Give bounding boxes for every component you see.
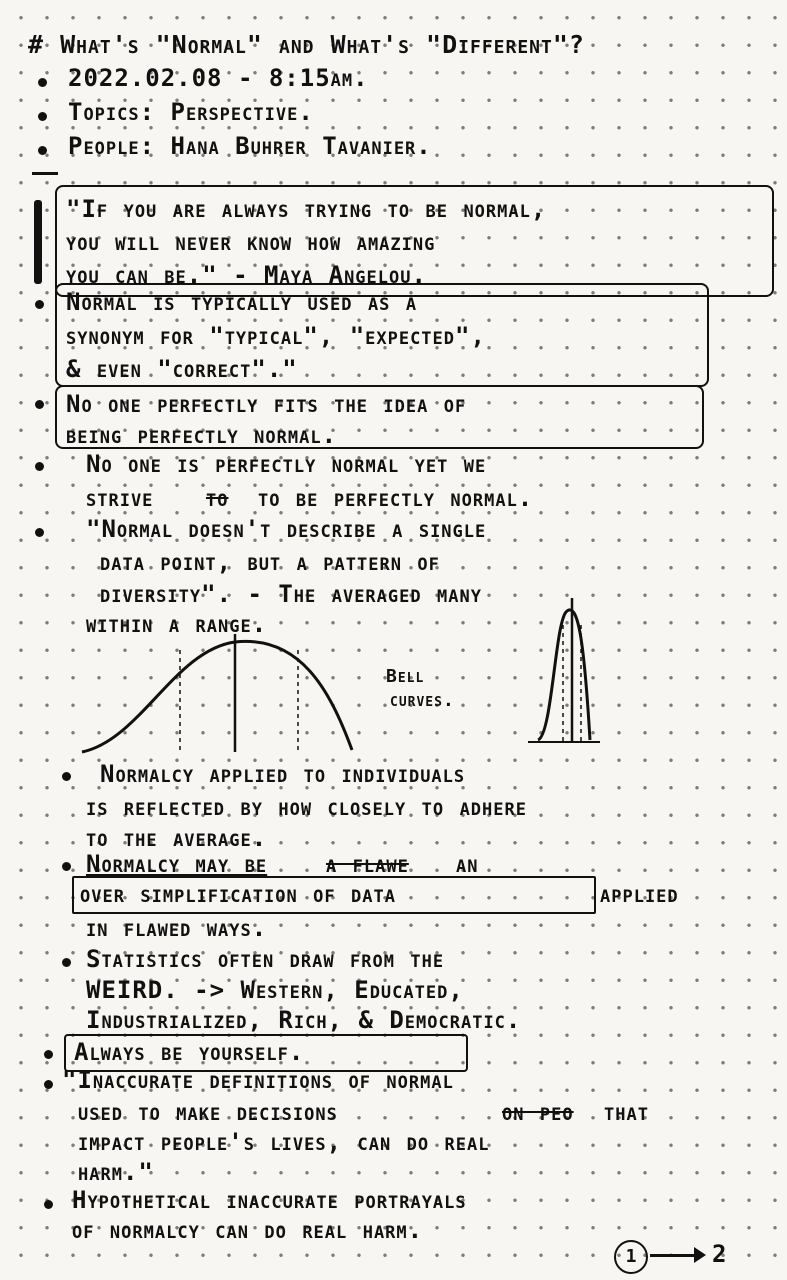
note-line: Normalcy applied to individuals — [100, 760, 466, 788]
note-line: "Normal doesn't describe a single — [86, 515, 487, 543]
note-line: No one perfectly fits the idea of — [66, 390, 467, 418]
note-line: used to make decisions — [78, 1098, 338, 1126]
note-line: data point, but a pattern of — [100, 548, 440, 576]
note-line: No one is perfectly normal yet we — [86, 450, 487, 478]
note-line: Hypothetical inaccurate portrayals — [72, 1186, 467, 1214]
bullet — [62, 958, 71, 967]
boxed-text: Always be yourself. — [74, 1038, 305, 1066]
quote-line: "If you are always trying to be normal, — [66, 195, 547, 223]
note-line: is reflected by how closely to adhere — [86, 793, 527, 821]
struck-text: on peo — [502, 1098, 574, 1126]
arrowhead-icon — [694, 1247, 706, 1263]
bullet — [62, 772, 71, 781]
quote-line: you will never know how amazing — [66, 228, 436, 256]
wide-bell-curve — [82, 641, 352, 752]
note-line: within a range. — [86, 610, 268, 638]
boxed-text: over simplification of data — [80, 880, 396, 908]
note-line: in flawed ways. — [86, 914, 268, 942]
narrow-bell-curve — [538, 610, 590, 740]
note-line: synonym for "typical", "expected", — [66, 322, 486, 350]
page-number-current — [614, 1240, 648, 1274]
note-line: an — [456, 850, 479, 878]
meta-date: 2022.02.08 - 8:15am. — [68, 64, 369, 92]
note-line: "Inaccurate definitions of normal — [62, 1066, 454, 1094]
note-line: impact people's lives, can do real — [78, 1128, 490, 1156]
note-line: strive — [86, 484, 154, 512]
note-line: to the average. — [86, 824, 268, 852]
note-line: diversity". - The averaged many — [100, 580, 482, 608]
note-line: to be perfectly normal. — [258, 484, 534, 512]
bell-label: Bell — [386, 666, 425, 687]
note-line: Normalcy may be — [86, 850, 268, 878]
bullet — [44, 1200, 53, 1209]
note-line: & even "correct"." — [66, 355, 298, 383]
page-title: # What's "Normal" and What's "Different"? — [28, 30, 585, 59]
note-line: Statistics often draw from the — [86, 945, 445, 973]
note-line: that — [604, 1098, 649, 1126]
bullet — [44, 1080, 53, 1089]
bullet — [44, 1050, 53, 1059]
struck-text: a flawe — [326, 850, 409, 878]
arrow-icon — [650, 1254, 698, 1257]
note-line: Normal is typically used as a — [66, 288, 418, 316]
note-line: harm." — [78, 1158, 154, 1186]
note-line: being perfectly normal. — [66, 421, 338, 449]
note-line: of normalcy can do real harm. — [72, 1216, 424, 1244]
note-line: WEIRD. -> Western, Educated, — [86, 976, 464, 1004]
note-line: applied — [600, 880, 679, 908]
meta-people: People: Hana Buhrer Tavanier. — [68, 132, 432, 160]
page-current-label: 1 — [625, 1246, 637, 1267]
struck-text: to — [206, 484, 229, 512]
quote-line: you can be." - Maya Angelou. — [66, 261, 427, 289]
meta-topics: Topics: Perspective. — [68, 98, 314, 126]
bell-label: curves. — [390, 690, 455, 711]
note-line: Industrialized, Rich, & Democratic. — [86, 1006, 522, 1034]
page-number-next: 2 — [712, 1240, 728, 1268]
bullet — [62, 862, 71, 871]
